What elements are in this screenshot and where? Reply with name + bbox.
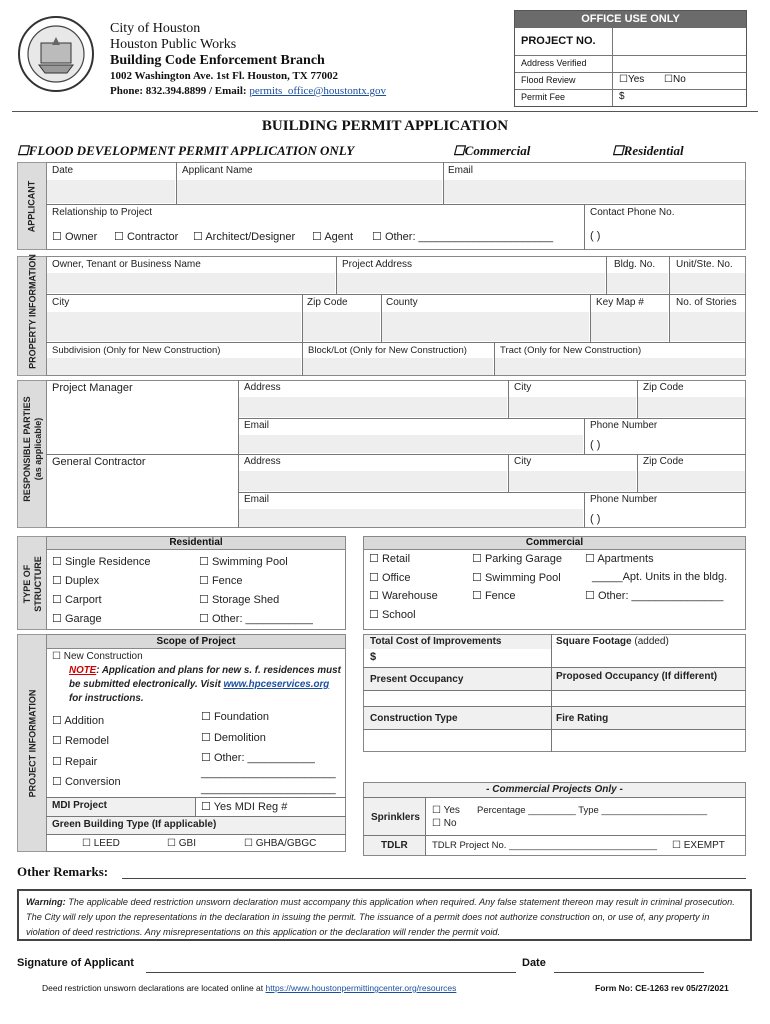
key-map-field[interactable] (591, 312, 668, 341)
pm-address-field[interactable] (239, 397, 507, 417)
com-other-label: Other: _______________ (597, 590, 724, 602)
tract-field[interactable] (495, 358, 745, 375)
relationship-label: Relationship to Project (52, 207, 153, 218)
sprinklers-label: Sprinklers (371, 812, 420, 823)
project-sidebar (17, 634, 47, 852)
foundation-label: Foundation (213, 711, 269, 723)
flood-yes-label: Yes (627, 74, 645, 85)
gbi-checkbox[interactable] (167, 838, 196, 849)
scope-other-line-2[interactable]: ______________________ (201, 783, 336, 795)
office-address: 1002 Washington Ave. 1st Fl. Houston, TX 77002 (110, 70, 338, 82)
property-zip-field[interactable] (303, 312, 380, 341)
fire-rating-label: Fire Rating (556, 713, 609, 724)
school-checkbox[interactable] (369, 608, 416, 621)
parties-sidebar (17, 380, 47, 528)
applicant-name-field[interactable] (177, 180, 442, 203)
property-section-label: PROPERTY INFORMATION (27, 254, 38, 369)
county-field[interactable] (382, 312, 589, 341)
construction-type-label: Construction Type (370, 713, 458, 724)
warning-box (17, 889, 752, 941)
conversion-checkbox[interactable] (52, 775, 121, 788)
parking-garage-checkbox[interactable] (472, 552, 562, 565)
com-pool-checkbox[interactable] (472, 571, 561, 584)
county-label: County (386, 297, 418, 308)
res-pool-label: Swimming Pool (211, 556, 288, 568)
deed-footer-text: Deed restriction unsworn declarations are located online at (42, 983, 266, 993)
total-cost-field[interactable]: $ (370, 651, 377, 663)
gc-phone-label: Phone Number (590, 494, 658, 505)
other-relationship-checkbox[interactable] (372, 230, 553, 243)
demolition-label: Demolition (213, 732, 266, 744)
addition-checkbox[interactable] (52, 714, 104, 727)
signature-date-label: Date (522, 957, 546, 969)
contractor-checkbox[interactable] (114, 230, 178, 243)
architect-label: Architect/Designer (205, 231, 296, 243)
tract-label: Tract (Only for New Construction) (500, 345, 642, 356)
phone-label: Phone: 832.394.8899 / Email: (110, 85, 250, 97)
applicant-name-label: Applicant Name (182, 165, 253, 176)
tdlr-project-field[interactable]: TDLR Project No. ____________________________ (432, 840, 658, 851)
parties-section-title: RESPONSIBLE PARTIES (22, 396, 32, 502)
subdivision-field[interactable] (47, 358, 301, 375)
res-pool-checkbox[interactable] (199, 555, 288, 568)
leed-checkbox[interactable] (82, 838, 120, 849)
project-details-block (363, 634, 746, 752)
structure-section-title: TYPE OF (22, 564, 32, 604)
warehouse-checkbox[interactable] (369, 589, 438, 602)
owner-checkbox[interactable] (52, 230, 97, 243)
block-lot-label: Block/Lot (Only for New Construction) (308, 345, 467, 356)
pm-zip-label: Zip Code (643, 382, 684, 393)
branch-name: Building Code Enforcement Branch (110, 53, 325, 68)
contact-phone-label: Contact Phone No. (590, 207, 675, 218)
retail-checkbox[interactable] (369, 552, 410, 565)
scope-other-line-1[interactable]: ______________________ (201, 767, 336, 779)
remodel-label: Remodel (64, 735, 109, 747)
owner-tenant-label: Owner, Tenant or Business Name (52, 259, 201, 270)
hpce-link[interactable]: www.hpceservices.org (223, 679, 330, 690)
ghba-label: GHBA/GBGC (255, 838, 317, 849)
pm-zip-field[interactable] (638, 397, 745, 417)
parking-garage-label: Parking Garage (484, 553, 562, 565)
email-label: Email (448, 165, 474, 176)
carport-label: Carport (64, 594, 102, 606)
other-remarks-line[interactable] (122, 878, 746, 879)
commercial-only-header: - Commercial Projects Only - (486, 784, 623, 795)
new-construction-label: New Construction (63, 651, 143, 662)
duplex-label: Duplex (64, 575, 100, 587)
commercial-type-label: Commercial (464, 143, 531, 158)
project-address-field[interactable] (337, 273, 605, 293)
conversion-label: Conversion (64, 776, 121, 788)
new-construction-checkbox[interactable] (52, 651, 143, 662)
block-lot-field[interactable] (303, 358, 493, 375)
tdlr-label: TDLR (381, 840, 408, 851)
gc-email-label: Email (244, 494, 270, 505)
form-number: Form No: CE-1263 rev 05/27/2021 (595, 983, 729, 993)
contact-phone-field[interactable]: ( ) (590, 230, 601, 242)
green-building-label: Green Building Type (If applicable) (52, 819, 217, 830)
apt-units-field[interactable]: _____Apt. Units in the bldg. (592, 571, 728, 583)
dept-name: Houston Public Works (110, 37, 237, 52)
property-city-label: City (52, 297, 70, 308)
page-title: BUILDING PERMIT APPLICATION (261, 118, 509, 134)
bldg-no-field[interactable] (607, 273, 668, 293)
signature-date-line[interactable] (554, 972, 704, 973)
office-use-box (514, 10, 747, 107)
remodel-checkbox[interactable] (52, 734, 109, 747)
pm-phone-label: Phone Number (590, 420, 658, 431)
date-field[interactable] (47, 180, 175, 203)
exempt-label: EXEMPT (683, 840, 725, 851)
office-label: Office (381, 572, 411, 584)
scope-header: Scope of Project (46, 634, 346, 649)
project-no-label: PROJECT NO. (521, 35, 596, 47)
garage-label: Garage (64, 613, 102, 625)
note-label: NOTE (69, 665, 97, 676)
permit-fee-symbol: $ (619, 91, 625, 102)
sprinklers-no-label: No (443, 818, 457, 829)
property-sidebar (17, 256, 47, 376)
single-residence-checkbox[interactable] (52, 555, 151, 568)
square-footage-title: Square Footage (556, 636, 632, 647)
gc-address-field[interactable] (239, 471, 507, 491)
new-construction-note (69, 665, 341, 676)
warning-text: The applicable deed restriction unsworn declaration must accompany this application when required. Any false statement thereon may result in criminal prosecution. The City will rely upon the representations in the declaration in issuing the permit. The issuance of a permit does not authorize construction on, or use of, any property in violation of deed restrictions. Any misrepresentations on this application or the declaration will render the permit void. (26, 897, 735, 937)
res-fence-checkbox[interactable] (199, 574, 243, 587)
project-address-label: Project Address (342, 259, 413, 270)
city-name: City of Houston (110, 21, 201, 36)
structure-sidebar (17, 536, 47, 630)
other-relationship-label: Other: ______________________ (384, 231, 554, 243)
res-other-label: Other: ___________ (211, 613, 313, 625)
com-other-checkbox[interactable] (585, 589, 723, 602)
mdi-label: MDI Project (52, 800, 108, 811)
gc-zip-field[interactable] (638, 471, 745, 491)
note-line-2 (69, 679, 329, 690)
res-other-checkbox[interactable] (199, 612, 313, 625)
pm-email-label: Email (244, 420, 270, 431)
pm-address-label: Address (244, 382, 281, 393)
apartments-label: Apartments (597, 553, 654, 565)
single-residence-label: Single Residence (64, 556, 151, 568)
bldg-no-label: Bldg. No. (614, 259, 656, 270)
gc-zip-label: Zip Code (643, 456, 684, 467)
flood-review-yes-checkbox[interactable] (619, 74, 644, 85)
com-fence-checkbox[interactable] (472, 589, 516, 602)
residential-type-checkbox[interactable] (612, 143, 684, 159)
agent-checkbox[interactable] (312, 230, 353, 243)
duplex-checkbox[interactable] (52, 574, 99, 587)
note-text-2: be submitted electronically. Visit (69, 679, 224, 690)
repair-label: Repair (64, 756, 98, 768)
residential-type-label: Residential (623, 143, 684, 158)
stories-label: No. of Stories (676, 297, 737, 308)
sprinklers-no-checkbox[interactable] (432, 818, 457, 829)
pm-phone-field[interactable]: ( ) (590, 439, 601, 451)
address-verified-label: Address Verified (521, 58, 587, 68)
com-pool-label: Swimming Pool (484, 572, 561, 584)
owner-label: Owner (64, 231, 98, 243)
pm-email-field[interactable] (239, 435, 583, 453)
deed-footer (42, 983, 456, 993)
structure-section-sub: STRUCTURE (33, 556, 43, 612)
mdi-yes-checkbox[interactable] (201, 800, 287, 813)
office-email-link[interactable]: permits_office@houstontx.gov (249, 85, 387, 97)
scope-other-label: Other: ___________ (213, 752, 315, 764)
unit-label: Unit/Ste. No. (676, 259, 733, 270)
sprinklers-yes-checkbox[interactable] (432, 805, 460, 816)
foundation-checkbox[interactable] (201, 710, 269, 723)
date-label: Date (52, 165, 74, 176)
subdivision-label: Subdivision (Only for New Construction) (52, 345, 221, 356)
storage-shed-checkbox[interactable] (199, 593, 279, 606)
signature-label: Signature of Applicant (17, 957, 134, 969)
square-footage-label (556, 636, 669, 647)
email-field[interactable] (444, 180, 745, 203)
gbi-label: GBI (178, 838, 196, 849)
mdi-yes-label: Yes MDI Reg # (213, 801, 288, 813)
office-use-title: OFFICE USE ONLY (515, 11, 746, 28)
key-map-label: Key Map # (596, 297, 644, 308)
total-cost-label: Total Cost of Improvements (370, 636, 502, 647)
note-text-3: for instructions. (69, 693, 144, 704)
repair-checkbox[interactable] (52, 755, 97, 768)
scope-other-checkbox[interactable] (201, 751, 315, 764)
exempt-checkbox[interactable] (672, 840, 725, 851)
school-label: School (381, 609, 416, 621)
garage-checkbox[interactable] (52, 612, 102, 625)
general-contractor-label: General Contractor (52, 456, 146, 468)
flood-review-label: Flood Review (521, 75, 576, 85)
project-manager-label: Project Manager (52, 382, 133, 394)
applicant-sidebar (17, 162, 47, 250)
signature-line[interactable] (146, 972, 516, 973)
commercial-structure-header: Commercial (363, 536, 746, 550)
square-footage-added: (added) (634, 636, 669, 647)
contact-line (110, 85, 386, 97)
city-seal-logo (17, 15, 95, 93)
apartments-checkbox[interactable] (585, 552, 654, 565)
storage-shed-label: Storage Shed (211, 594, 280, 606)
structure-section-label (22, 537, 44, 631)
residential-structure-header: Residential (46, 536, 346, 550)
parties-section-sub: (as applicable) (33, 417, 43, 481)
property-city-field[interactable] (47, 312, 301, 341)
gc-address-label: Address (244, 456, 281, 467)
gc-phone-field[interactable]: ( ) (590, 513, 601, 525)
carport-checkbox[interactable] (52, 593, 102, 606)
warehouse-label: Warehouse (381, 590, 438, 602)
commercial-type-checkbox[interactable] (453, 143, 530, 159)
gc-email-field[interactable] (239, 509, 583, 527)
ghba-checkbox[interactable] (244, 838, 316, 849)
addition-label: Addition (64, 715, 105, 727)
sprinkler-percentage-field[interactable]: Percentage _________ Type ____________________ (477, 805, 708, 816)
flood-review-no-checkbox[interactable] (664, 74, 686, 85)
gc-city-label: City (514, 456, 532, 467)
other-remarks-label: Other Remarks: (17, 864, 109, 879)
res-fence-label: Fence (211, 575, 243, 587)
architect-checkbox[interactable] (193, 230, 295, 243)
parties-section-label (22, 375, 44, 523)
flood-only-checkbox[interactable] (17, 143, 354, 159)
property-zip-label: Zip Code (307, 297, 348, 308)
agent-label: Agent (324, 231, 354, 243)
leed-label: LEED (93, 838, 120, 849)
permit-fee-label: Permit Fee (521, 92, 566, 102)
present-occupancy-label: Present Occupancy (370, 674, 464, 685)
sprinklers-yes-label: Yes (443, 805, 460, 816)
flood-no-label: No (672, 74, 686, 85)
contractor-label: Contractor (126, 231, 179, 243)
note-text: : Application and plans for new s. f. residences must (96, 665, 341, 676)
stories-field[interactable] (670, 312, 745, 341)
unit-field[interactable] (670, 273, 745, 293)
warning-label: Warning: (26, 897, 66, 907)
deed-resources-link[interactable]: https://www.houstonpermittingcenter.org/resources (265, 983, 457, 993)
demolition-checkbox[interactable] (201, 731, 266, 744)
com-fence-label: Fence (484, 590, 516, 602)
office-checkbox[interactable] (369, 571, 410, 584)
flood-only-label: FLOOD DEVELOPMENT PERMIT APPLICATION ONLY (28, 143, 355, 158)
gc-city-field[interactable] (509, 471, 636, 491)
retail-label: Retail (381, 553, 411, 565)
pm-city-label: City (514, 382, 532, 393)
pm-city-field[interactable] (509, 397, 636, 417)
proposed-occupancy-label: Proposed Occupancy (If different) (556, 671, 718, 682)
applicant-section-label: APPLICANT (26, 180, 37, 233)
project-section-label: PROJECT INFORMATION (27, 689, 38, 798)
owner-tenant-field[interactable] (47, 273, 335, 293)
